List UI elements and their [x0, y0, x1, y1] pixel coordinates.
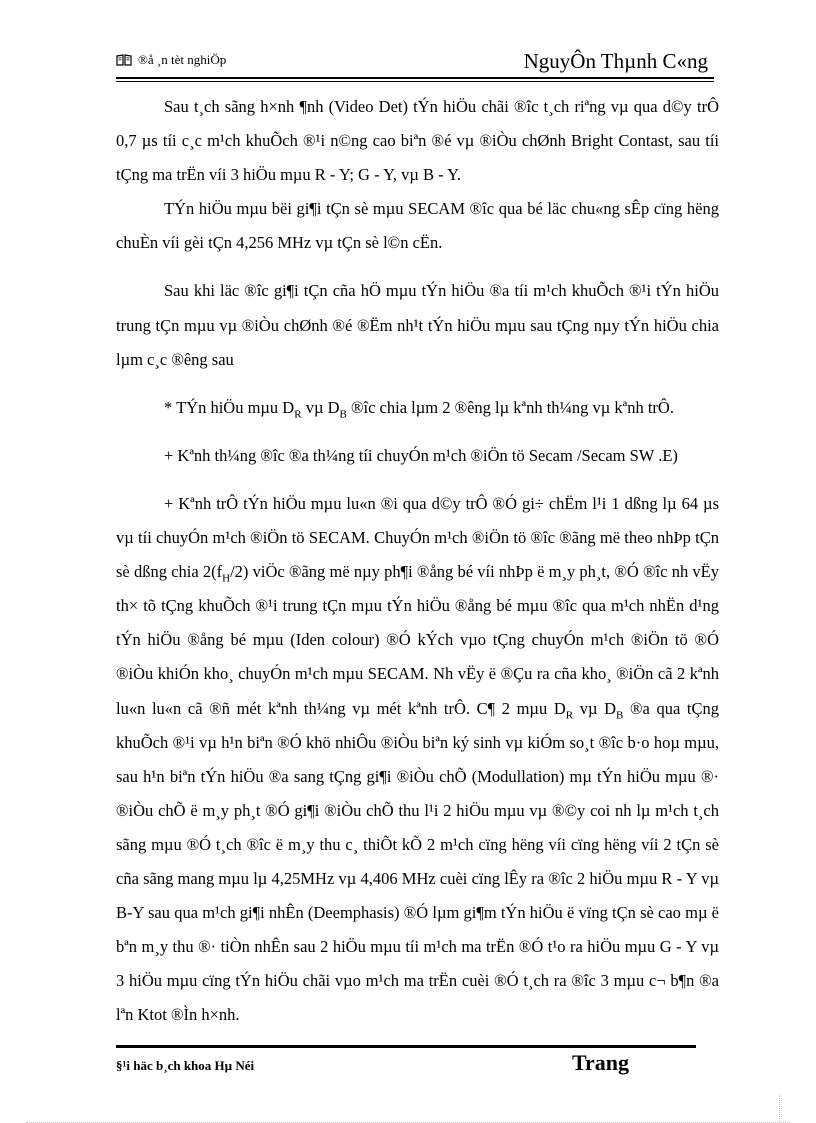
footer-page-label: Trang	[572, 1050, 630, 1075]
paragraph-4: * TÝn hiÖu mµu $D_R$ vµ $D_B$ ®îc chia lµm 2 ®êng lµ kªnh th¼ng vµ kªnh trÔ.	[164, 397, 674, 421]
footer-university: §¹i häc b¸ch khoa Hµ Néi	[116, 1058, 255, 1073]
header-author: NguyÔn Thµnh C«ng	[523, 49, 708, 73]
page-corner-mark	[779, 1095, 781, 1121]
header-rule-thin	[116, 81, 714, 82]
paragraph-2: TÝn hiÖu mµu bëi gi¶i tÇn sè mµu SECAM ®îc qua bé läc chu«ng sÊp cïng hëng chuÈn víi gèi tÇn 4,256 MHz vµ tÇn sè l©n cËn.	[116, 199, 719, 253]
paragraph-6: + Kªnh trÔ tÝn hiÖu mµu lu«n ®i qua d©y trÔ ®Ó gi÷ chËm l¹i 1 dßng lµ 64 µs vµ tíi chuyÓn m¹ch ®iÖn tö SECAM. ChuyÓn m¹ch ®iÖn tö ®îc ®ãng më theo nhÞp tÇn sè dßng chia $2(f_H/2)$ viÖc ®ãng më nµy ph¶i ®ång bé víi nhÞp ë m¸y ph¸t, ®Ó ®îc nh vËy th× tõ tÇng khuÕch ®¹i trung tÇn mµu tÝn hiÖu ®ång bé mµu ®îc qua m¹ch nhËn d¹ng tÝn hiÖu ®ång bé mµu (Iden colour) ®Ó kÝch vµo tÇng chuyÓn m¹ch ®iÖn tö ®Ó ®iÒu khiÓn kho¸ chuyÓn m¹ch mµu SECAM. Nh vËy ë ®Çu ra cña kho¸ ®iÖn cã 2 kªnh lu«n lu«n cã ®ñ mét kªnh th¼ng vµ mét kªnh trÔ. C¶ 2 mµu $D_R$ vµ $D_B$ ®a qua tÇng khuÕch ®¹i vµ h¹n biªn ®Ó khö nhiÔu ®iÒu biªn ký sinh vµ kiÓm so¸t ®îc b·o hoµ mµu, sau h¹n biªn tÝn hiÖu ®a sang tÇng gi¶i ®iÒu chÕ (Modullation) mµ tÝn hiÖu mµu ®· ®iÒu chÕ ë m¸y ph¸t ®Ó gi¶i ®iÒu chÕ thu l¹i 2 hiÖu mµu vµ ®©y coi nh lµ m¹ch t¸ch sãng mµu ®Ó t¸ch ®îc ë m¸y thu c¸ thiÕt kÕ 2 m¹ch cïng hëng víi cïng hëng víi 2 tÇn sè cña sãng mang mµu lµ 4,25MHz vµ 4,406 MHz cuèi cïng lÊy ra ®îc 2 hiÖu mµu R - Y vµ B-Y sau qua m¹ch gi¶i nhÊn (Deemphasis) ®Ó lµm gi¶m tÝn hiÖu ë vïng tÇn sè cao mµ ë bªn m¸y thu ®· tiÒn nhÊn sau 2 hiÖu mµu tíi m¹ch ma trËn ®Ó t¹o ra hiÖu mµu G - Y vµ 3 hiÖu mµu cïng tÝn hiÖu chãi vµo m¹ch ma trËn cuèi ®Ó t¸ch ra ®îc 3 mµu c¬ b¶n ®a lªn Ktot ®Ìn h×nh.	[116, 493, 719, 1025]
paragraph-1: Sau t¸ch sãng h×nh ¶nh (Video Det) tÝn hiÖu chãi ®îc t¸ch riªng vµ qua d©y trÔ 0,7 µs tíi c¸c m¹ch khuÕch ®¹i n©ng cao biªn ®é vµ ®iÒu chØnh Bright Contast, sau tíi tÇng ma trËn víi 3 hiÖu mµu R - Y; G - Y, vµ B - Y.	[116, 97, 719, 185]
body-text	[116, 90, 719, 1032]
paragraph-5: + Kªnh th¼ng ®îc ®a th¼ng tíi chuyÓn m¹ch ®iÖn tö Secam /Secam SW .E)	[164, 445, 678, 465]
header-doc-title: ®å ¸n tèt nghiÖp	[138, 52, 227, 67]
book-icon	[116, 54, 132, 66]
footer-rule	[116, 1045, 696, 1048]
header-rule	[116, 77, 714, 79]
header-left	[116, 52, 226, 68]
paragraph-3: Sau khi läc ®îc gi¶i tÇn cña hÖ mµu tÝn hiÖu ®a tíi m¹ch khuÕch ®¹i tÝn hiÖu trung tÇn mµu vµ ®iÒu chØnh ®é ®Ëm nh¹t tÝn hiÖu mµu sau tÇng nµy tÝn hiÖu chia lµm c¸c ®êng sau	[116, 281, 719, 369]
